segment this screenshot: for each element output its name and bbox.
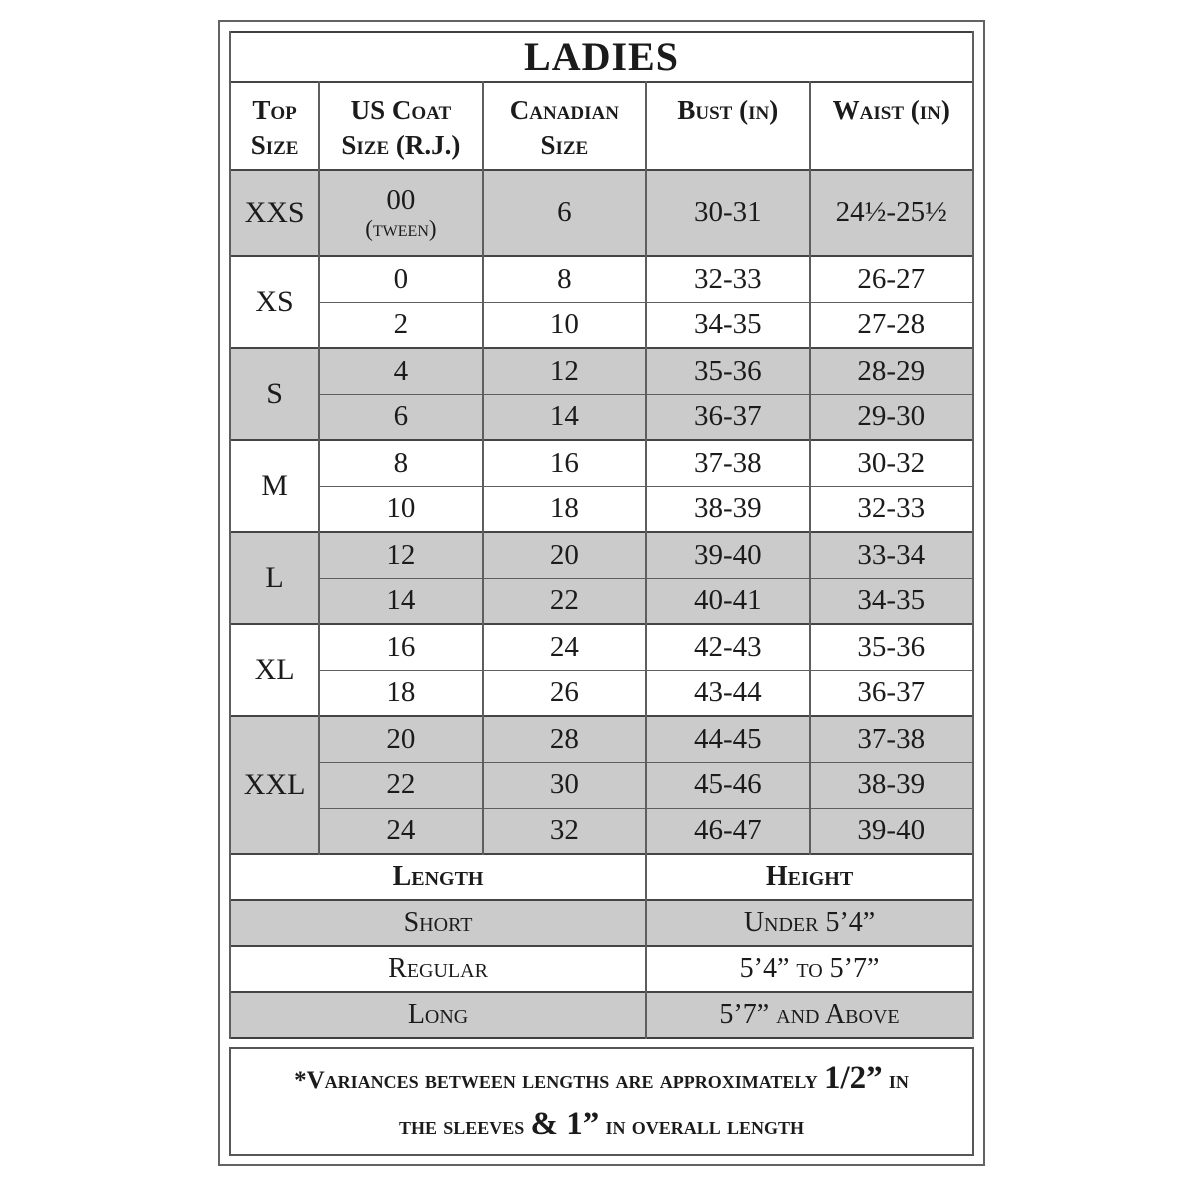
cell-bust: 30-31 xyxy=(646,170,809,256)
us-size-note: (tween) xyxy=(365,215,437,241)
table-row xyxy=(230,440,973,486)
cell-us-size: 10 xyxy=(319,486,482,532)
table-row xyxy=(230,302,973,348)
cell-canadian-size: 20 xyxy=(483,532,646,578)
col-header-waist xyxy=(810,82,973,170)
cell-canadian-size: 32 xyxy=(483,808,646,854)
cell-us-size: 24 xyxy=(319,808,482,854)
group-label-xxl: XXL xyxy=(230,716,319,854)
col-header-line: Top xyxy=(252,95,297,125)
col-header-line: Canadian xyxy=(509,95,619,125)
variance-footnote xyxy=(229,1047,974,1156)
cell-us-size: 14 xyxy=(319,578,482,624)
group-label-m: M xyxy=(230,440,319,532)
cell-canadian-size: 14 xyxy=(483,394,646,440)
cell-waist: 30-32 xyxy=(810,440,973,486)
us-size-value: 00 xyxy=(386,183,416,216)
height-value-cell: 5’4” to 5’7” xyxy=(646,946,973,992)
cell-us-size xyxy=(319,170,482,256)
col-header-canadian-size xyxy=(483,82,646,170)
cell-us-size: 16 xyxy=(319,624,482,670)
cell-us-size: 20 xyxy=(319,716,482,762)
table-row xyxy=(230,762,973,808)
cell-bust: 40-41 xyxy=(646,578,809,624)
table-row xyxy=(230,900,973,946)
col-header-line: Size (R.J.) xyxy=(341,130,461,161)
col-header-us-coat-size xyxy=(319,82,482,170)
cell-us-size: 6 xyxy=(319,394,482,440)
col-header-line: Waist (in) xyxy=(832,95,950,125)
table-row xyxy=(230,946,973,992)
cell-canadian-size: 22 xyxy=(483,578,646,624)
cell-bust: 44-45 xyxy=(646,716,809,762)
cell-us-size: 2 xyxy=(319,302,482,348)
footnote-line-1 xyxy=(294,1059,909,1099)
cell-canadian-size: 6 xyxy=(483,170,646,256)
cell-waist: 38-39 xyxy=(810,762,973,808)
cell-canadian-size: 24 xyxy=(483,624,646,670)
cell-bust: 35-36 xyxy=(646,348,809,394)
col-header-line: Size xyxy=(540,130,589,161)
table-row xyxy=(230,716,973,762)
col-header-line: US Coat xyxy=(350,95,452,125)
footnote-measure: & 1” xyxy=(530,1105,600,1142)
chart-title: LADIES xyxy=(230,32,973,82)
height-value-cell: Under 5’4” xyxy=(646,900,973,946)
footnote-measure: 1/2” xyxy=(823,1060,883,1096)
cell-canadian-size: 16 xyxy=(483,440,646,486)
cell-us-size: 12 xyxy=(319,532,482,578)
group-label-s: S xyxy=(230,348,319,440)
table-row xyxy=(230,670,973,716)
cell-bust: 45-46 xyxy=(646,762,809,808)
cell-us-size: 4 xyxy=(319,348,482,394)
footnote-text: in xyxy=(882,1067,909,1094)
cell-canadian-size: 30 xyxy=(483,762,646,808)
table-row xyxy=(230,532,973,578)
cell-bust: 46-47 xyxy=(646,808,809,854)
cell-us-size: 8 xyxy=(319,440,482,486)
size-chart-frame xyxy=(218,20,985,1166)
cell-waist: 29-30 xyxy=(810,394,973,440)
col-header-line: Size xyxy=(250,130,299,161)
length-value-cell: Long xyxy=(230,992,646,1038)
length-header-cell: Length xyxy=(230,854,646,900)
cell-waist: 39-40 xyxy=(810,808,973,854)
footnote-text: *Variances between lengths are approximately xyxy=(294,1067,824,1094)
cell-us-size: 22 xyxy=(319,762,482,808)
cell-canadian-size: 26 xyxy=(483,670,646,716)
table-row xyxy=(230,486,973,532)
group-label-l: L xyxy=(230,532,319,624)
cell-bust: 43-44 xyxy=(646,670,809,716)
col-header-bust xyxy=(646,82,809,170)
cell-canadian-size: 28 xyxy=(483,716,646,762)
table-row xyxy=(230,32,973,82)
group-label-xxs: XXS xyxy=(230,170,319,256)
cell-canadian-size: 12 xyxy=(483,348,646,394)
group-label-xs: XS xyxy=(230,256,319,348)
cell-waist: 27-28 xyxy=(810,302,973,348)
cell-waist: 28-29 xyxy=(810,348,973,394)
cell-waist: 32-33 xyxy=(810,486,973,532)
cell-bust: 39-40 xyxy=(646,532,809,578)
height-header-cell: Height xyxy=(646,854,973,900)
cell-waist: 35-36 xyxy=(810,624,973,670)
table-row xyxy=(230,82,973,170)
cell-waist: 36-37 xyxy=(810,670,973,716)
cell-us-size: 18 xyxy=(319,670,482,716)
cell-us-size: 0 xyxy=(319,256,482,302)
group-label-xl: XL xyxy=(230,624,319,716)
col-header-line: Bust (in) xyxy=(677,95,779,125)
table-row xyxy=(230,854,973,900)
table-row xyxy=(230,992,973,1038)
cell-bust: 37-38 xyxy=(646,440,809,486)
cell-canadian-size: 8 xyxy=(483,256,646,302)
cell-waist: 26-27 xyxy=(810,256,973,302)
col-header-top-size xyxy=(230,82,319,170)
cell-waist: 24½-25½ xyxy=(810,170,973,256)
cell-canadian-size: 18 xyxy=(483,486,646,532)
footnote-text: in overall length xyxy=(599,1112,805,1140)
table-row xyxy=(230,808,973,854)
cell-bust: 38-39 xyxy=(646,486,809,532)
cell-waist: 37-38 xyxy=(810,716,973,762)
footnote-line-2 xyxy=(399,1105,804,1145)
length-value-cell: Short xyxy=(230,900,646,946)
ladies-size-chart-table xyxy=(229,31,974,1039)
cell-bust: 42-43 xyxy=(646,624,809,670)
footnote-text: the sleeves xyxy=(398,1112,531,1140)
cell-waist: 34-35 xyxy=(810,578,973,624)
table-row xyxy=(230,578,973,624)
cell-waist: 33-34 xyxy=(810,532,973,578)
table-row xyxy=(230,624,973,670)
cell-bust: 34-35 xyxy=(646,302,809,348)
cell-bust: 32-33 xyxy=(646,256,809,302)
table-row xyxy=(230,170,973,256)
table-row xyxy=(230,394,973,440)
height-value-cell: 5’7” and Above xyxy=(646,992,973,1038)
table-row xyxy=(230,348,973,394)
table-row xyxy=(230,256,973,302)
length-value-cell: Regular xyxy=(230,946,646,992)
cell-bust: 36-37 xyxy=(646,394,809,440)
cell-canadian-size: 10 xyxy=(483,302,646,348)
